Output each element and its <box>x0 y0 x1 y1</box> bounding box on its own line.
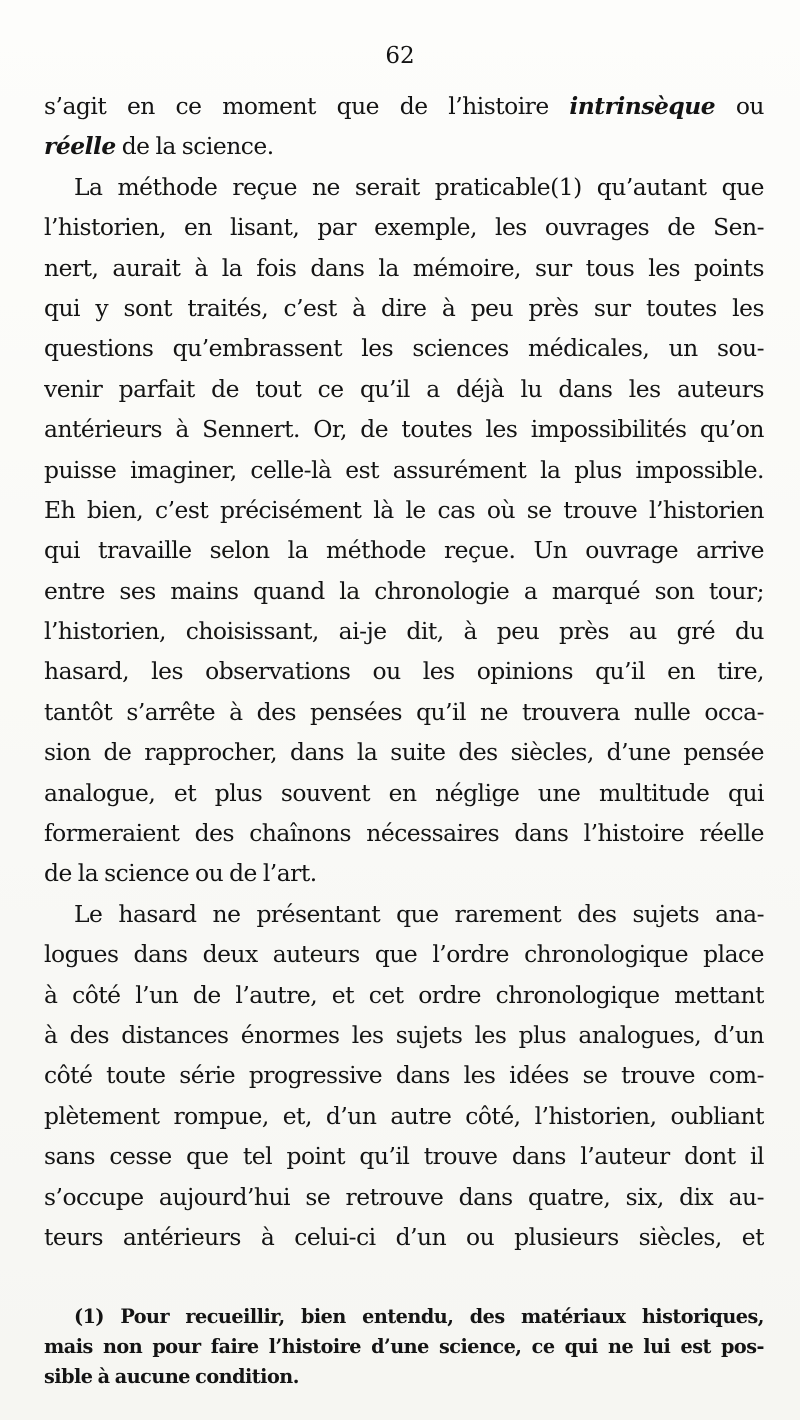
text-line: nert, aurait à la fois dans la mémoire, sur tous les points <box>44 253 764 282</box>
text-line: s’occupe aujourd’hui se retrouve dans quatre, six, dix au- <box>44 1182 764 1211</box>
paragraph-start-line: Le hasard ne présentant que rarement des sujets ana- <box>74 899 764 928</box>
main-text <box>44 86 764 1257</box>
text-line: teurs antérieurs à celui-ci d’un ou plusieurs siècles, et <box>44 1222 764 1251</box>
italic-term: réelle <box>44 132 116 161</box>
text-line: questions qu’embrassent les sciences médicales, un sou- <box>44 334 764 363</box>
text-line: l’historien, en lisant, par exemple, les ouvrages de Sen- <box>44 213 764 242</box>
text-line: logues dans deux auteurs que l’ordre chronologique place <box>44 940 764 969</box>
text-line: qui y sont traités, c’est à dire à peu près sur toutes les <box>44 293 764 322</box>
italic-term: intrinsèque <box>569 92 716 120</box>
text-line <box>44 126 764 166</box>
text-line: à côté l’un de l’autre, et cet ordre chronologique mettant <box>44 980 764 1009</box>
text-line: hasard, les observations ou les opinions qu’il en tire, <box>44 657 764 686</box>
text-line: plètement rompue, et, d’un autre côté, l’historien, oubliant <box>44 1101 764 1130</box>
footnote-line: (1) Pour recueillir, bien entendu, des matériaux historiques, <box>74 1305 764 1328</box>
text-run: s’agit en ce moment que de l’histoire <box>44 92 549 120</box>
text-line: puisse imaginer, celle-là est assurément la plus impossible. <box>44 455 764 484</box>
text-line: entre ses mains quand la chronologie a marqué son tour; <box>44 576 764 605</box>
footnote-line: sible à aucune condition. <box>44 1365 299 1388</box>
text-line: formeraient des chaînons nécessaires dans l’histoire réelle <box>44 819 764 848</box>
text-line: à des distances énormes les sujets les plus analogues, d’un <box>44 1020 764 1049</box>
text-line: antérieurs à Sennert. Or, de toutes les impossibilités qu’on <box>44 415 764 444</box>
page-number: 62 <box>385 43 415 69</box>
text-line: qui travaille selon la méthode reçue. Un ouvrage arrive <box>44 536 764 565</box>
footnote-line: mais non pour faire l’histoire d’une science, ce qui ne lui est pos- <box>44 1335 764 1358</box>
paragraph-end-line: de la science ou de l’art. <box>44 859 317 888</box>
text-line: venir parfait de tout ce qu’il a déjà lu dans les auteurs <box>44 374 764 403</box>
text-line: analogue, et plus souvent en néglige une multitude qui <box>44 778 764 807</box>
text-line: sion de rapprocher, dans la suite des siècles, d’une pensée <box>44 738 764 767</box>
text-run: ou <box>735 92 764 120</box>
text-line: sans cesse que tel point qu’il trouve dans l’auteur dont il <box>44 1142 764 1171</box>
paragraph-start-line: La méthode reçue ne serait praticable(1) qu’autant que <box>74 172 764 201</box>
text-line: tantôt s’arrête à des pensées qu’il ne trouvera nulle occa- <box>44 697 764 726</box>
text-run: de la science. <box>121 132 274 161</box>
text-line: Eh bien, c’est précisément là le cas où se trouve l’historien <box>44 495 764 524</box>
text-line: l’historien, choisissant, ai-je dit, à peu près au gré du <box>44 617 764 646</box>
footnote <box>44 1302 764 1392</box>
text-line: côté toute série progressive dans les idées se trouve com- <box>44 1061 764 1090</box>
text-line <box>44 86 764 126</box>
